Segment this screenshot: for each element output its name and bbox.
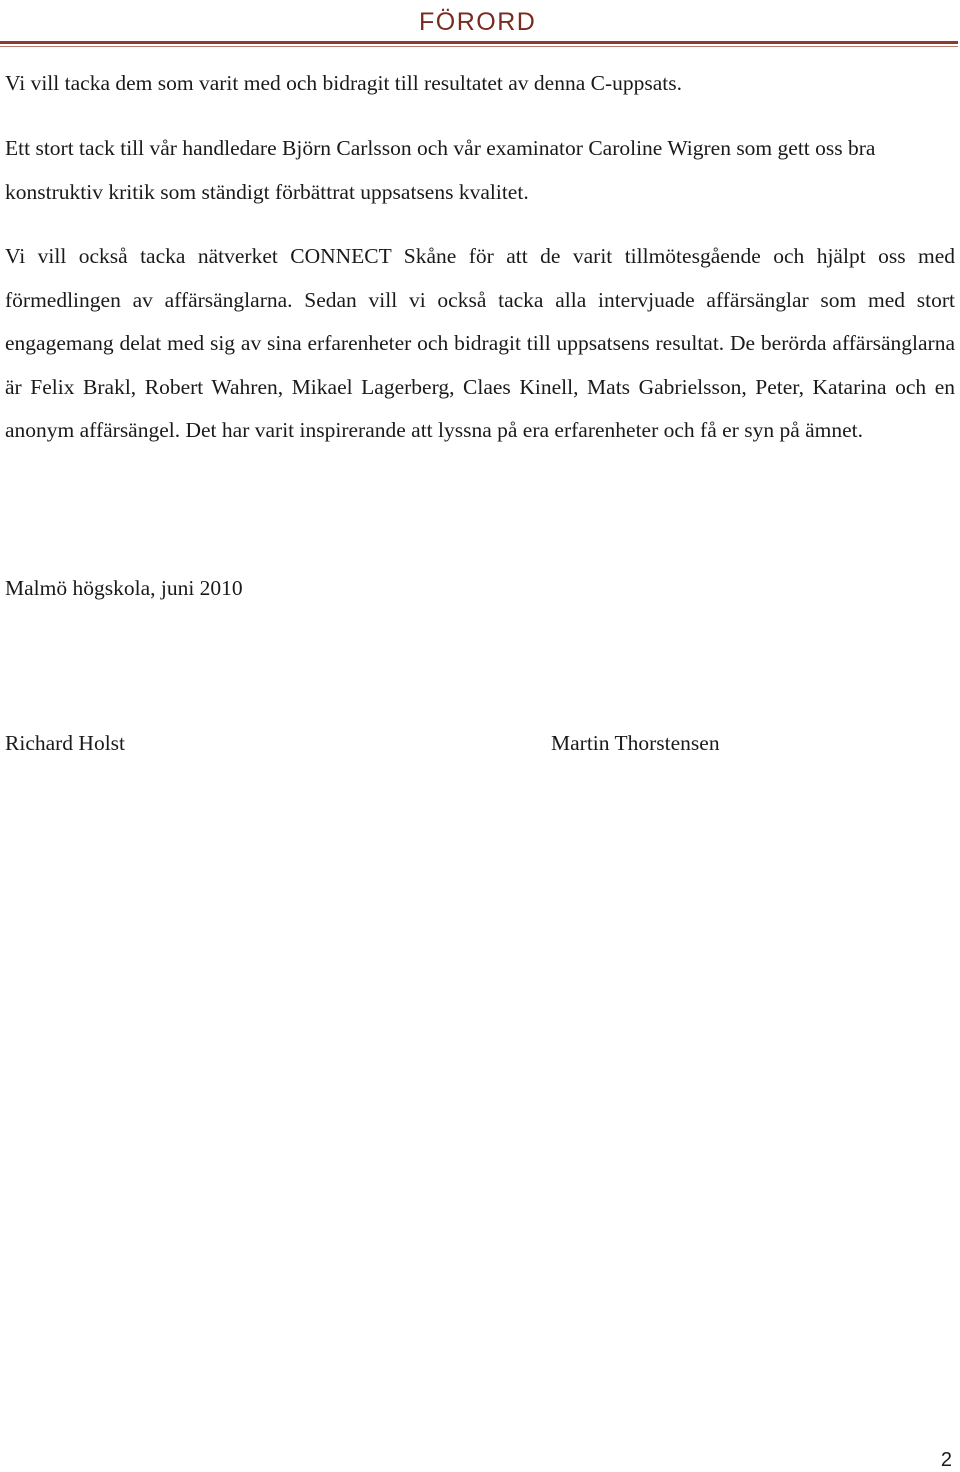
author-name: Martin Thorstensen (551, 731, 720, 755)
header-rule-thin (0, 46, 958, 47)
page-number: 2 (940, 1449, 952, 1471)
place-date: Malmö högskola, juni 2010 (5, 576, 243, 600)
section-title: FÖRORD (419, 8, 537, 36)
page-header (0, 0, 960, 50)
author-name: Richard Holst (5, 731, 126, 755)
paragraph-thanks-supervisors: Ett stort tack till vår handledare Björn Carlsson och vår examinator Caroline Wigren som gett oss bra konstruktiv kritik som ständigt förbättrat uppsatsens kvalitet. (5, 136, 876, 204)
paragraph-thanks-intro: Vi vill tacka dem som varit med och bidragit till resultatet av denna C-uppsats. (5, 71, 682, 95)
paragraph-thanks-network: Vi vill också tacka nätverket CONNECT Skåne för att de varit tillmötesgående och hjälpt oss med förmedlingen av affärsänglarna. Sedan vill vi också tacka alla intervjuade affärsänglar som med stort engagemang delat med sig av sina erfarenheter och bidragit till uppsatsens resultat. De berörda affärsänglarna är Felix Brakl, Robert Wahren, Mikael Lagerberg, Claes Kinell, Mats Gabrielsson, Peter, Katarina och en anonym affärsängel. Det har varit inspirerande att lyssna på era erfarenheter och få er syn på ämnet. (5, 244, 955, 442)
header-rule (0, 41, 958, 44)
